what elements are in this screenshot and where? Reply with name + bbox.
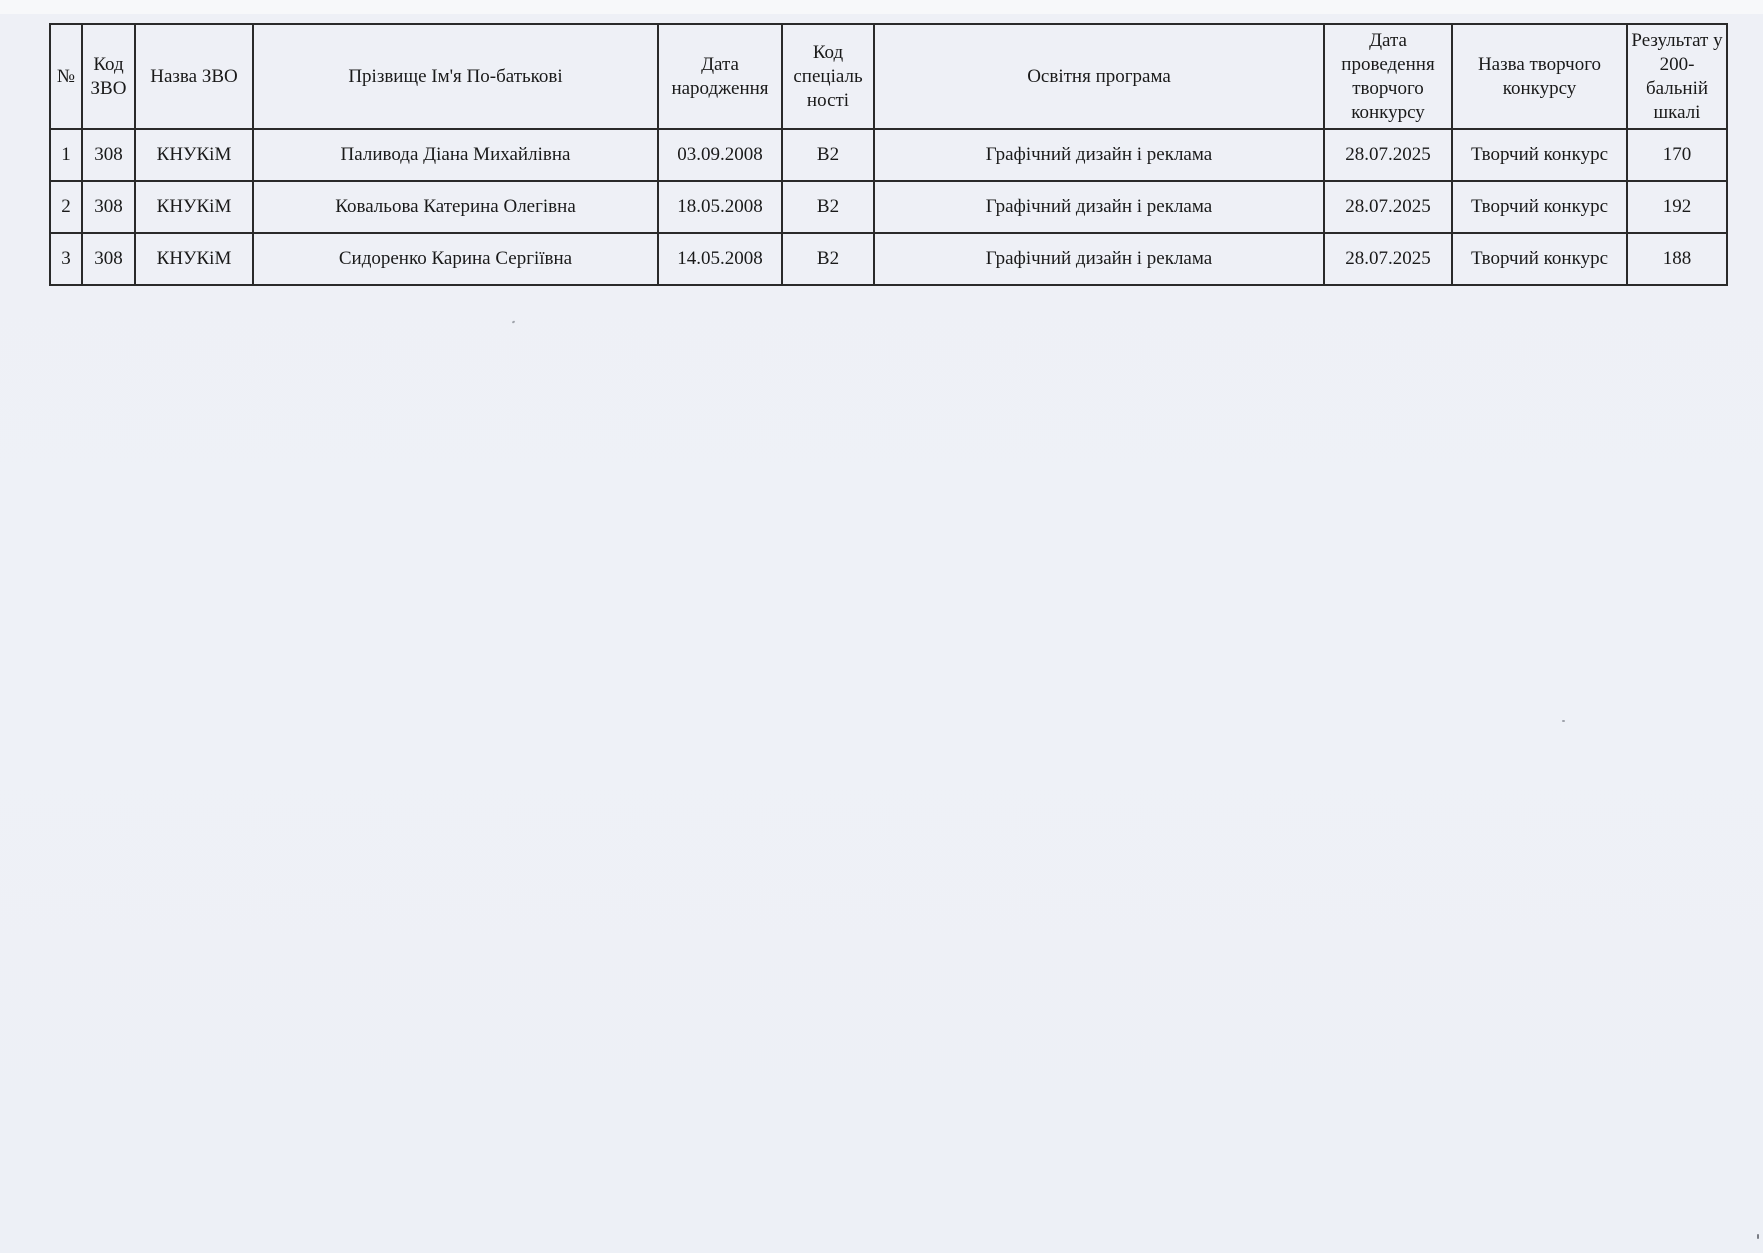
cell-birth-date: 03.09.2008 bbox=[658, 129, 782, 181]
cell-number: 3 bbox=[50, 233, 82, 285]
scan-top-edge bbox=[0, 0, 1763, 14]
cell-number: 1 bbox=[50, 129, 82, 181]
cell-full-name: Сидоренко Карина Сергіївна bbox=[253, 233, 658, 285]
header-cell-birth-date: Дата народження bbox=[658, 24, 782, 129]
cell-full-name: Ковальова Катерина Олегівна bbox=[253, 181, 658, 233]
header-cell-institution-code: Код ЗВО bbox=[82, 24, 135, 129]
cell-contest-name: Творчий конкурс bbox=[1452, 233, 1627, 285]
scan-speck bbox=[512, 320, 516, 323]
cell-score: 192 bbox=[1627, 181, 1727, 233]
cell-contest-date: 28.07.2025 bbox=[1324, 233, 1452, 285]
header-cell-number: № bbox=[50, 24, 82, 129]
cell-specialty-code: В2 bbox=[782, 129, 874, 181]
table-row bbox=[50, 181, 1727, 233]
scan-speck bbox=[1562, 720, 1565, 722]
cell-institution-code: 308 bbox=[82, 129, 135, 181]
cell-program: Графічний дизайн і реклама bbox=[874, 129, 1324, 181]
cell-contest-name: Творчий конкурс bbox=[1452, 129, 1627, 181]
cell-specialty-code: В2 bbox=[782, 181, 874, 233]
header-cell-contest-name: Назва творчого конкурсу bbox=[1452, 24, 1627, 129]
table-row bbox=[50, 129, 1727, 181]
cell-institution-name: КНУКіМ bbox=[135, 233, 253, 285]
cell-contest-date: 28.07.2025 bbox=[1324, 181, 1452, 233]
cell-score: 170 bbox=[1627, 129, 1727, 181]
header-cell-contest-date: Дата проведення творчого конкурсу bbox=[1324, 24, 1452, 129]
header-cell-score: Результат у 200-бальній шкалі bbox=[1627, 24, 1727, 129]
header-cell-full-name: Прізвище Ім'я По-батькові bbox=[253, 24, 658, 129]
scan-speck bbox=[1757, 1234, 1759, 1239]
table-header-row bbox=[50, 24, 1727, 129]
cell-program: Графічний дизайн і реклама bbox=[874, 233, 1324, 285]
cell-contest-name: Творчий конкурс bbox=[1452, 181, 1627, 233]
cell-full-name: Паливода Діана Михайлівна bbox=[253, 129, 658, 181]
cell-number: 2 bbox=[50, 181, 82, 233]
table-row bbox=[50, 233, 1727, 285]
cell-birth-date: 18.05.2008 bbox=[658, 181, 782, 233]
header-cell-program: Освітня програма bbox=[874, 24, 1324, 129]
applicants-table bbox=[49, 23, 1728, 286]
cell-institution-code: 308 bbox=[82, 181, 135, 233]
header-cell-specialty-code: Код спеціаль ності bbox=[782, 24, 874, 129]
cell-specialty-code: В2 bbox=[782, 233, 874, 285]
cell-institution-code: 308 bbox=[82, 233, 135, 285]
cell-contest-date: 28.07.2025 bbox=[1324, 129, 1452, 181]
header-cell-institution-name: Назва ЗВО bbox=[135, 24, 253, 129]
cell-institution-name: КНУКіМ bbox=[135, 129, 253, 181]
cell-birth-date: 14.05.2008 bbox=[658, 233, 782, 285]
cell-program: Графічний дизайн і реклама bbox=[874, 181, 1324, 233]
cell-institution-name: КНУКіМ bbox=[135, 181, 253, 233]
cell-score: 188 bbox=[1627, 233, 1727, 285]
